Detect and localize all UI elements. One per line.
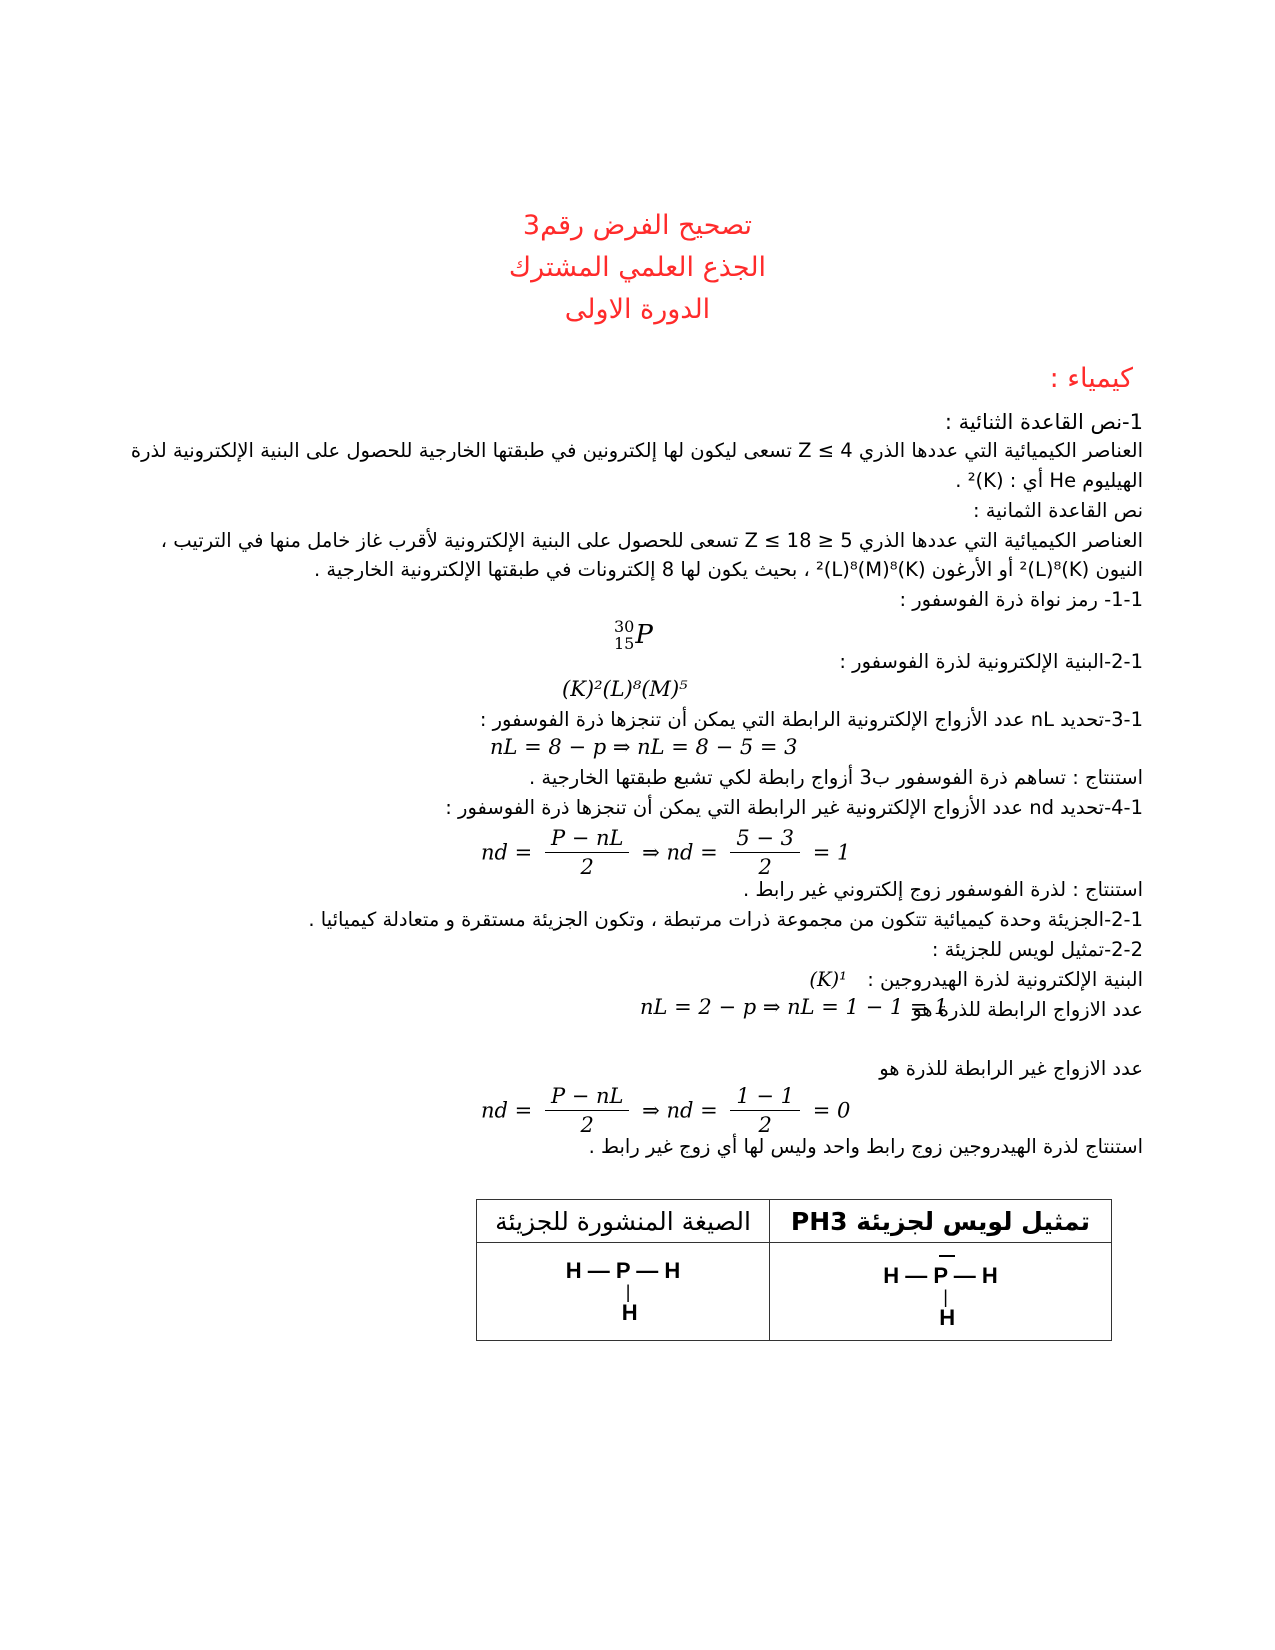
formula-table xyxy=(476,1199,1112,1341)
bond-equation: nL = 2 − p ⇒ nL = 1 − 1 = 1 xyxy=(640,995,948,1019)
developed-formula-row-2: H xyxy=(621,1299,638,1325)
octet-line-2: النيون (K)²(L)⁸ أو الأرغون (K)²(L)⁸(M)⁸ ، بحيث يكون لها 8 إلكترونات في طبقتها الإلكترونية الخارجية . xyxy=(314,558,1143,581)
h-config-label: البنية الإلكترونية لذرة الهيدروجين : xyxy=(867,968,1143,991)
h-config: (K)¹ xyxy=(809,968,847,991)
q2-2-lhs: nd = xyxy=(481,1098,533,1123)
lewis-formula-cell xyxy=(769,1243,1111,1341)
lewis-formula-row-1: H — P — H xyxy=(883,1262,998,1288)
nonbond-label: عدد الازواج غير الرابطة للذرة هو xyxy=(879,1057,1143,1080)
duet-line-2: الهيليوم He أي : (K)² . xyxy=(955,469,1143,492)
lewis-formula-row-2: H xyxy=(939,1304,956,1330)
h-config-line xyxy=(809,966,1143,994)
mass-number: 30 xyxy=(614,617,635,636)
q1-4-mid: ⇒ nd = xyxy=(642,840,718,865)
developed-formula-row-1: H — P — H xyxy=(565,1257,681,1283)
title-line-1: تصحيح الفرض رقم3 xyxy=(522,210,753,241)
q1-4-fraction-2: $\frac{5 - 3}{2}$ xyxy=(730,826,800,879)
developed-formula-cell xyxy=(477,1243,770,1341)
q1-3-equation: nL = 8 − p ⇒ nL = 8 − 5 = 3 xyxy=(490,735,798,759)
lone-pair-mark xyxy=(939,1255,955,1257)
q2-2-result: = 0 xyxy=(812,1098,851,1123)
q1-3-conclusion: استنتاج : تساهم ذرة الفوسفور ب3 أزواج رابطة لكي تشبع طبقتها الخارجية . xyxy=(528,766,1143,789)
q1-2-label: 2-1-البنية الإلكترونية لذرة الفوسفور : xyxy=(839,650,1143,673)
octet-heading: نص القاعدة الثمانية : xyxy=(973,499,1143,522)
q2-2-equation xyxy=(481,1084,850,1137)
q1-3-label: 3-1-تحديد nL عدد الأزواج الإلكترونية الرابطة التي يمكن أن تنجزها ذرة الفوسفور : xyxy=(479,708,1143,731)
q2-2-fraction-2: $\frac{1 - 1}{2}$ xyxy=(730,1084,800,1137)
q2-2-conclusion: استنتاج لذرة الهيدروجين زوج رابط واحد وليس لها أي زوج غير رابط . xyxy=(588,1135,1143,1158)
q1-4-conclusion: استنتاج : لذرة الفوسفور زوج إلكتروني غير رابط . xyxy=(743,878,1143,901)
octet-line-1: العناصر الكيميائية التي عددها الذري 5 ≤ Z ≤ 18 تسعى للحصول على البنية الإلكترونية لأقرب غاز خامل منها في الترتيب ، xyxy=(160,529,1143,552)
q1-4-fraction-1: $\frac{P - nL}{2}$ xyxy=(545,826,630,879)
duet-line-1: العناصر الكيميائية التي عددها الذري Z ≤ 4 تسعى ليكون لها إلكترونين في طبقتها الخارجية للحصول على البنية الإلكترونية لذرة xyxy=(130,439,1143,462)
element-symbol: P xyxy=(635,620,653,650)
q2-2-label: 2-2-تمثيل لويس للجزيئة : xyxy=(931,938,1143,961)
atomic-number: 15 xyxy=(614,634,635,653)
table-header-developed: الصيغة المنشورة للجزيئة xyxy=(477,1200,770,1243)
duet-heading: 1-نص القاعدة الثنائية : xyxy=(944,410,1143,434)
developed-formula xyxy=(566,1258,681,1326)
title-line-3: الدورة الاولى xyxy=(564,294,711,325)
q2-2-fraction-1: $\frac{P - nL}{2}$ xyxy=(545,1084,630,1137)
phosphorus-config: (K)²(L)⁸(M)⁵ xyxy=(562,677,688,701)
q1-4-result: = 1 xyxy=(812,840,851,865)
lewis-formula-bar: | xyxy=(943,1286,948,1307)
q2-1-text: 2-1-الجزيئة وحدة كيميائية تتكون من مجموعة ذرات مرتبطة ، وتكون الجزيئة مستقرة و متعادلة كيميائيا . xyxy=(308,908,1143,931)
lewis-formula xyxy=(883,1253,998,1331)
section-title: كيمياء : xyxy=(1049,363,1133,394)
q1-1-label: 1-1- رمز نواة ذرة الفوسفور : xyxy=(899,588,1143,611)
q1-4-equation xyxy=(481,826,850,879)
q1-4-lhs: nd = xyxy=(481,840,533,865)
developed-formula-bar: | xyxy=(625,1281,631,1302)
q1-4-label: 4-1-تحديد nd عدد الأزواج الإلكترونية غير الرابطة التي يمكن أن تنجزها ذرة الفوسفور : xyxy=(445,796,1143,819)
table-header-lewis: تمثيل لويس لجزيئة PH3 xyxy=(769,1200,1111,1243)
phosphorus-nucleus-symbol xyxy=(614,618,653,652)
bond-label: عدد الازواج الرابطة للذرة هو xyxy=(912,998,1143,1021)
title-line-2: الجذع العلمي المشترك xyxy=(508,252,767,283)
q2-2-mid: ⇒ nd = xyxy=(642,1098,718,1123)
